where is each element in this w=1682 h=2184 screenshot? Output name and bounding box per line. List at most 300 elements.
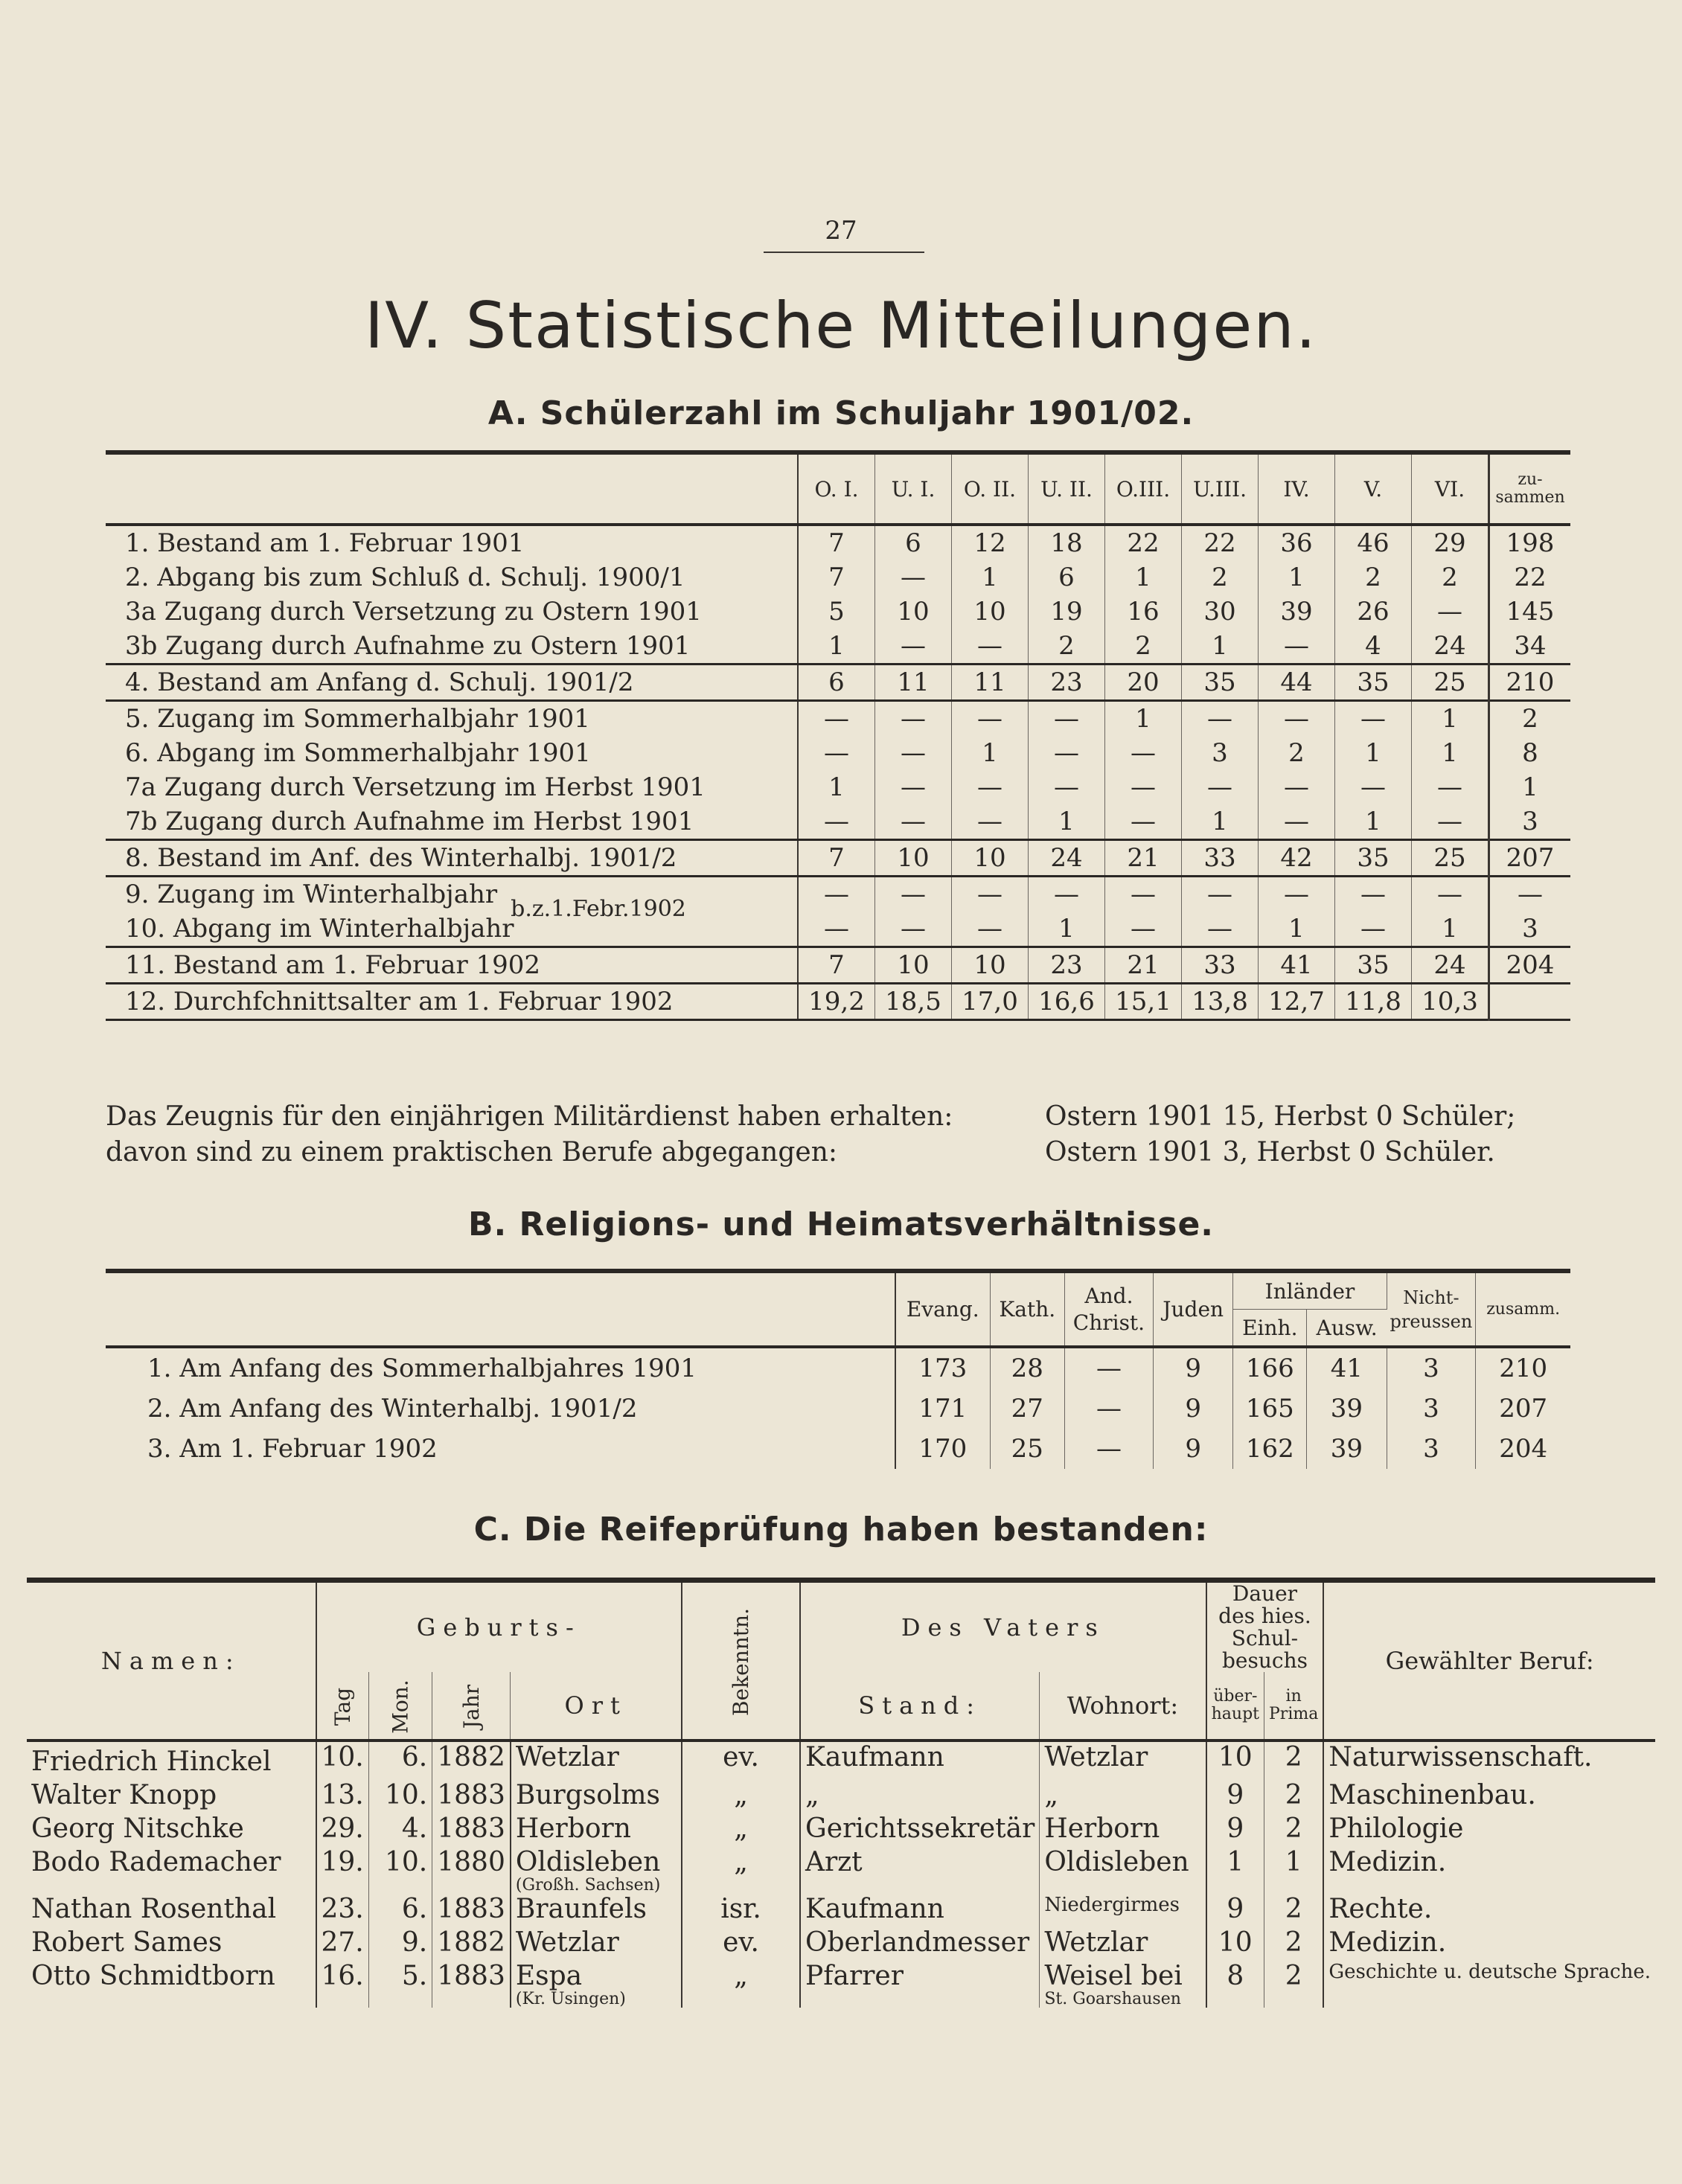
tag-cell-text: 10. — [321, 1742, 364, 1773]
wohnort-cell-text: Weisel bei — [1044, 1961, 1183, 1991]
table-cell: 24 — [1029, 840, 1105, 877]
table-row — [27, 1780, 1655, 1813]
column-header-prima: in Prima — [1264, 1672, 1324, 1741]
mon-cell — [368, 1780, 432, 1813]
row-label — [106, 595, 798, 629]
column-header: VI. — [1412, 452, 1489, 525]
religion-table — [106, 1269, 1570, 1469]
prima-cell-text: 2 — [1285, 1742, 1302, 1773]
name-cell — [27, 1780, 316, 1813]
wohnort-cell-text: Niedergirmes — [1044, 1894, 1180, 1916]
row-label-text: 1. Bestand am 1. Februar 1901 — [125, 528, 525, 558]
column-header: U.III. — [1182, 452, 1259, 525]
section-c-heading: C. Die Reifeprüfung haben bestanden: — [473, 1511, 1209, 1549]
table-cell: 25 — [1412, 840, 1489, 877]
table-cell: 10 — [952, 840, 1029, 877]
row-label-text: 5. Zugang im Sommerhalbjahr 1901 — [125, 704, 590, 734]
page-number: 27 — [825, 216, 857, 246]
row-label — [106, 804, 798, 840]
table-cell: — — [1182, 912, 1259, 947]
table-cell: 41 — [1307, 1347, 1387, 1389]
column-header-dauer: Dauer des hies. Schul-besuchs — [1206, 1581, 1324, 1673]
table-cell: 1 — [952, 560, 1029, 595]
tag-cell — [316, 1927, 369, 1961]
ort-cell-text: Espa — [515, 1961, 583, 1991]
row-label-text: 12. Durchfchnittsalter am 1. Februar 1902 — [125, 987, 674, 1016]
bekenntnis-cell-text: „ — [734, 1813, 748, 1844]
table-cell: 29 — [1412, 525, 1489, 560]
table-cell: — — [1259, 770, 1335, 804]
table-cell: 10 — [952, 947, 1029, 984]
bekenntnis-cell-text: ev. — [723, 1927, 759, 1958]
row-label-text: 7a Zugang durch Versetzung im Herbst 1901 — [125, 772, 706, 802]
jahr-cell-text: 1882 — [437, 1742, 505, 1773]
bekenntnis-cell — [682, 1894, 800, 1927]
jahr-cell — [432, 1847, 511, 1894]
prima-cell-text: 2 — [1285, 1894, 1302, 1924]
bekenntnis-cell-text: isr. — [720, 1894, 761, 1924]
wohnort-cell — [1040, 1813, 1206, 1847]
bekenntnis-cell — [682, 1847, 800, 1894]
militaer-line-2-left: davon sind zu einem praktischen Berufe abgegangen: — [106, 1137, 838, 1168]
table-cell: 1 — [1259, 912, 1335, 947]
row-label-text: 6. Abgang im Sommerhalbjahr 1901 — [125, 738, 591, 768]
table-cell: — — [952, 770, 1029, 804]
name-cell — [27, 1847, 316, 1894]
column-header-zusamm: zusamm. — [1486, 1300, 1561, 1319]
column-header-inlaender: Inländer — [1233, 1271, 1387, 1310]
section-a-heading: A. Schülerzahl im Schuljahr 1901/02. — [487, 394, 1195, 432]
table-cell: 5 — [798, 595, 875, 629]
table-cell: 12 — [952, 525, 1029, 560]
ueberhaupt-cell-text: 9 — [1227, 1813, 1244, 1844]
ort-cell — [511, 1894, 682, 1927]
table-cell: 3 — [1387, 1389, 1476, 1429]
table-cell: 2 — [1029, 629, 1105, 665]
beruf-cell-text: Rechte. — [1328, 1894, 1433, 1924]
table-cell: — — [875, 629, 952, 665]
beruf-cell — [1323, 1961, 1655, 2008]
wohnort-cell — [1040, 1741, 1206, 1780]
table-cell: — — [1412, 595, 1489, 629]
table-cell: 166 — [1233, 1347, 1307, 1389]
column-header: O. I. — [798, 452, 875, 525]
ort-cell — [511, 1741, 682, 1780]
section-b-heading: B. Religions- und Heimatsverhältnisse. — [467, 1205, 1215, 1243]
table-cell: 1 — [952, 736, 1029, 770]
table-cell: 39 — [1259, 595, 1335, 629]
row-label: 1. Am Anfang des Sommerhalbjahres 1901 — [106, 1347, 895, 1389]
table-cell: 46 — [1335, 525, 1412, 560]
beruf-cell-text: Medizin. — [1328, 1927, 1447, 1958]
mon-cell-text: 9. — [401, 1927, 428, 1958]
row-label — [106, 877, 798, 922]
row-label-text: 10. Abgang im Winterhalbjahr — [125, 914, 514, 944]
table-cell: 210 — [1489, 665, 1571, 701]
ort-cell — [511, 1847, 682, 1894]
table-cell: 35 — [1335, 947, 1412, 984]
ueberhaupt-cell — [1206, 1961, 1264, 2008]
table-cell: — — [1489, 877, 1571, 912]
beruf-cell-text: Medizin. — [1328, 1847, 1447, 1877]
table-row — [106, 595, 1570, 629]
table-cell: — — [952, 701, 1029, 737]
table-cell: 27 — [990, 1389, 1064, 1429]
table-cell: — — [798, 736, 875, 770]
table-row — [27, 1961, 1655, 2008]
stand-cell-text: Gerichtssekretär — [805, 1813, 1035, 1844]
table-cell: 1 — [1412, 912, 1489, 947]
stand-cell — [800, 1894, 1040, 1927]
table-cell: — — [1105, 877, 1182, 912]
ort-cell — [511, 1813, 682, 1847]
column-header-mon: Mon. — [368, 1672, 432, 1741]
stand-cell-text: Arzt — [805, 1847, 863, 1877]
name-cell-text: Walter Knopp — [31, 1780, 217, 1810]
table-cell: 198 — [1489, 525, 1571, 560]
table-cell: — — [1105, 736, 1182, 770]
table-cell: — — [798, 877, 875, 912]
table-cell: 25 — [990, 1429, 1064, 1469]
table-cell: — — [952, 804, 1029, 840]
ueberhaupt-cell — [1206, 1780, 1264, 1813]
column-header-tag: Tag — [316, 1672, 369, 1741]
wohnort-cell — [1040, 1847, 1206, 1894]
bekenntnis-cell-text: „ — [734, 1961, 748, 1991]
jahr-cell-text: 1882 — [437, 1927, 505, 1958]
prima-cell — [1264, 1741, 1324, 1780]
table-cell: — — [1105, 912, 1182, 947]
table-cell: 6 — [875, 525, 952, 560]
table-cell: — — [798, 804, 875, 840]
tag-cell — [316, 1741, 369, 1780]
mon-cell — [368, 1927, 432, 1961]
stand-cell-text: Pfarrer — [805, 1961, 904, 1991]
table-cell: 2 — [1259, 736, 1335, 770]
row-label — [106, 912, 798, 947]
table-cell: — — [1182, 877, 1259, 912]
table-cell: 2 — [1105, 629, 1182, 665]
row-label — [106, 947, 798, 984]
table-row — [106, 1347, 1570, 1389]
tag-cell-text: 13. — [321, 1780, 364, 1810]
bekenntnis-cell — [682, 1741, 800, 1780]
reifepruefung-table — [27, 1578, 1655, 2008]
column-header-juden: Juden — [1153, 1271, 1233, 1347]
table-cell: — — [1029, 736, 1105, 770]
table-cell: 4 — [1335, 629, 1412, 665]
stand-cell — [800, 1847, 1040, 1894]
table-cell: 7 — [798, 525, 875, 560]
row-label-text: 8. Bestand im Anf. des Winterhalbj. 1901/2 — [125, 843, 677, 873]
table-cell: 33 — [1182, 840, 1259, 877]
table-row — [106, 912, 1570, 947]
wohnort-cell-text: Oldisleben — [1044, 1847, 1189, 1877]
page-title: IV. Statistische Mitteilungen. — [364, 289, 1318, 363]
mon-cell-text: 4. — [401, 1813, 428, 1844]
table-cell: — — [1064, 1389, 1153, 1429]
table-cell: 165 — [1233, 1389, 1307, 1429]
table-cell: 9 — [1153, 1429, 1233, 1469]
table-cell: — — [952, 877, 1029, 912]
ort-cell-text: Herborn — [515, 1813, 631, 1844]
mon-cell-text: 10. — [384, 1780, 428, 1810]
militaer-line-1-right: Ostern 1901 15, Herbst 0 Schüler; — [1045, 1101, 1516, 1132]
mon-cell — [368, 1847, 432, 1894]
table-cell: 22 — [1489, 560, 1571, 595]
wohnort-cell-text: Wetzlar — [1044, 1927, 1148, 1958]
table-cell: 35 — [1335, 840, 1412, 877]
bekenntnis-cell-text: „ — [734, 1847, 748, 1877]
row-label-text: 9. Zugang im Winterhalbjahr — [125, 880, 498, 909]
jahr-cell — [432, 1961, 511, 2008]
table-cell: 24 — [1412, 947, 1489, 984]
prima-cell — [1264, 1894, 1324, 1927]
table-cell: 10 — [952, 595, 1029, 629]
table-cell: 16 — [1105, 595, 1182, 629]
column-header-ueberhaupt: über-haupt — [1206, 1672, 1264, 1741]
name-cell-text: Bodo Rademacher — [31, 1847, 281, 1877]
tag-cell-text: 19. — [321, 1847, 364, 1877]
bekenntnis-cell — [682, 1927, 800, 1961]
ueberhaupt-cell — [1206, 1813, 1264, 1847]
table-cell: — — [1259, 804, 1335, 840]
prima-cell-text: 2 — [1285, 1780, 1302, 1810]
table-cell: 1 — [1105, 701, 1182, 737]
column-header-stand: Stand: — [800, 1672, 1040, 1741]
table-cell: 1 — [1182, 629, 1259, 665]
table-cell: — — [1259, 629, 1335, 665]
table-cell: 39 — [1307, 1429, 1387, 1469]
jahr-cell — [432, 1741, 511, 1780]
column-header-blank — [106, 1271, 895, 1347]
column-header-wohnort: Wohnort: — [1067, 1691, 1179, 1720]
name-cell-text: Nathan Rosenthal — [31, 1894, 277, 1924]
column-header-nichtpreussen: Nicht-preussen — [1387, 1271, 1476, 1347]
table-row — [106, 877, 1570, 912]
table-cell: — — [875, 701, 952, 737]
stand-cell-text: Oberlandmesser — [805, 1927, 1030, 1958]
table-cell: — — [875, 736, 952, 770]
table-cell: 36 — [1259, 525, 1335, 560]
tag-cell — [316, 1813, 369, 1847]
table-cell: — — [952, 912, 1029, 947]
table-row — [106, 804, 1570, 840]
mon-cell-text: 6. — [401, 1894, 428, 1924]
table-row — [106, 629, 1570, 665]
bracket-note: b.z.1.Febr.1902 — [511, 896, 686, 922]
table-row — [27, 1894, 1655, 1927]
ueberhaupt-cell-text: 9 — [1227, 1780, 1244, 1810]
table-cell: 20 — [1105, 665, 1182, 701]
column-header-beruf: Gewählter Beruf: — [1385, 1647, 1594, 1675]
ueberhaupt-cell-text: 1 — [1227, 1847, 1244, 1877]
row-label — [106, 701, 798, 737]
table-cell: 11 — [952, 665, 1029, 701]
row-label-text: 7b Zugang durch Aufnahme im Herbst 1901 — [125, 807, 694, 836]
table-row — [106, 701, 1570, 737]
beruf-cell-text: Geschichte u. deutsche Sprache. — [1328, 1961, 1651, 1983]
name-cell-text: Georg Nitschke — [31, 1813, 244, 1844]
table-cell: 1 — [1335, 804, 1412, 840]
table-cell: 3 — [1489, 804, 1571, 840]
wohnort-cell — [1040, 1927, 1206, 1961]
table-cell: 35 — [1182, 665, 1259, 701]
prima-cell — [1264, 1780, 1324, 1813]
table-cell: 44 — [1259, 665, 1335, 701]
column-header-kath: Kath. — [990, 1271, 1064, 1347]
table-cell: 12,7 — [1259, 984, 1335, 1020]
jahr-cell — [432, 1927, 511, 1961]
table-row — [106, 840, 1570, 877]
row-label — [106, 984, 798, 1020]
table-cell: 2 — [1182, 560, 1259, 595]
table-cell: — — [1064, 1429, 1153, 1469]
table-cell: — — [798, 912, 875, 947]
table-cell: 9 — [1153, 1347, 1233, 1389]
table-cell: 10 — [875, 840, 952, 877]
table-cell: 9 — [1153, 1389, 1233, 1429]
column-header: O.III. — [1105, 452, 1182, 525]
jahr-cell — [432, 1894, 511, 1927]
column-header-ausw: Ausw. — [1316, 1315, 1378, 1340]
table-cell: — — [1412, 770, 1489, 804]
table-cell: 7 — [798, 840, 875, 877]
table-cell: 2 — [1412, 560, 1489, 595]
table-cell: 162 — [1233, 1429, 1307, 1469]
table-cell: — — [1335, 701, 1412, 737]
table-row — [27, 1847, 1655, 1894]
table-cell: — — [1029, 877, 1105, 912]
table-cell: — — [1105, 770, 1182, 804]
table-cell: 19,2 — [798, 984, 875, 1020]
table-cell: — — [1335, 877, 1412, 912]
row-label: 3. Am 1. Februar 1902 — [106, 1429, 895, 1469]
table-cell: — — [1259, 701, 1335, 737]
ueberhaupt-cell — [1206, 1847, 1264, 1894]
table-cell: 1 — [798, 629, 875, 665]
table-cell: 2 — [1335, 560, 1412, 595]
table-cell: 1 — [1182, 804, 1259, 840]
ort-cell — [511, 1780, 682, 1813]
table-cell: 1 — [1412, 736, 1489, 770]
column-header-einh: Einh. — [1233, 1310, 1307, 1348]
stand-cell — [800, 1813, 1040, 1847]
table-cell: — — [875, 877, 952, 912]
table-cell: — — [1182, 701, 1259, 737]
table-cell: — — [1029, 701, 1105, 737]
jahr-cell-text: 1880 — [437, 1847, 505, 1877]
table-cell: 26 — [1335, 595, 1412, 629]
table-cell: 42 — [1259, 840, 1335, 877]
page-number-rule — [764, 252, 924, 253]
name-cell-text: Otto Schmidtborn — [31, 1961, 275, 1991]
table-row — [106, 560, 1570, 595]
table-cell: 25 — [1412, 665, 1489, 701]
prima-cell — [1264, 1813, 1324, 1847]
prima-cell-text: 2 — [1285, 1813, 1302, 1844]
table-cell: 207 — [1499, 1394, 1548, 1424]
ort-cell-text: Oldisleben — [515, 1847, 661, 1877]
table-cell: 22 — [1105, 525, 1182, 560]
stand-cell — [800, 1961, 1040, 2008]
bekenntnis-cell-text: ev. — [723, 1742, 759, 1773]
name-cell — [27, 1961, 316, 2008]
table-row — [106, 770, 1570, 804]
table-cell: 7 — [798, 947, 875, 984]
name-cell-text: Robert Sames — [31, 1927, 223, 1958]
table-cell: 210 — [1499, 1354, 1548, 1383]
table-cell: 23 — [1029, 947, 1105, 984]
name-cell — [27, 1813, 316, 1847]
table-row — [27, 1741, 1655, 1780]
bekenntnis-cell — [682, 1961, 800, 2008]
name-cell — [27, 1894, 316, 1927]
table-cell: — — [1335, 770, 1412, 804]
table-cell: 11,8 — [1335, 984, 1412, 1020]
mon-cell-text: 10. — [384, 1847, 428, 1877]
table-cell: 23 — [1029, 665, 1105, 701]
table-cell: — — [1335, 912, 1412, 947]
table-row — [106, 1429, 1570, 1469]
table-cell: — — [875, 912, 952, 947]
wohnort-cell-text: Wetzlar — [1044, 1742, 1148, 1773]
table-cell: — — [798, 701, 875, 737]
mon-cell — [368, 1961, 432, 2008]
table-cell — [1489, 984, 1571, 1020]
table-cell: 24 — [1412, 629, 1489, 665]
table-cell: 173 — [895, 1347, 990, 1389]
beruf-cell — [1323, 1741, 1655, 1780]
stand-cell — [800, 1741, 1040, 1780]
jahr-cell-text: 1883 — [437, 1780, 505, 1810]
prima-cell-text: 1 — [1285, 1847, 1302, 1877]
table-cell: 15,1 — [1105, 984, 1182, 1020]
table-cell: 1 — [1335, 736, 1412, 770]
table-cell: 1 — [1105, 560, 1182, 595]
table-row — [106, 984, 1570, 1020]
ueberhaupt-cell-text: 10 — [1218, 1927, 1253, 1958]
ort-cell — [511, 1961, 682, 2008]
ort-cell-text: Wetzlar — [515, 1742, 619, 1773]
bekenntnis-cell-text: „ — [734, 1780, 748, 1810]
table-row — [27, 1813, 1655, 1847]
table-cell: 8 — [1489, 736, 1571, 770]
row-label-text: 3b Zugang durch Aufnahme zu Ostern 1901 — [125, 631, 691, 661]
ort-sub: (Großh. Sachsen) — [515, 1876, 661, 1895]
table-cell: 21 — [1105, 947, 1182, 984]
tag-cell-text: 16. — [321, 1961, 364, 1991]
table-row — [106, 947, 1570, 984]
table-cell: 28 — [990, 1347, 1064, 1389]
wohnort-cell — [1040, 1961, 1206, 2008]
table-cell: 34 — [1489, 629, 1571, 665]
name-cell — [27, 1741, 316, 1780]
stand-cell — [800, 1780, 1040, 1813]
beruf-cell — [1323, 1813, 1655, 1847]
tag-cell-text: 27. — [321, 1927, 364, 1958]
ort-sub: (Kr. Usingen) — [515, 1990, 626, 2008]
row-label — [106, 840, 798, 877]
stand-cell-text: „ — [805, 1780, 819, 1810]
stand-cell-text: Kaufmann — [805, 1742, 944, 1773]
table-cell: 6 — [798, 665, 875, 701]
mon-cell — [368, 1741, 432, 1780]
row-label — [106, 629, 798, 665]
table-cell: — — [1412, 877, 1489, 912]
table-cell: 33 — [1182, 947, 1259, 984]
row-label — [106, 770, 798, 804]
